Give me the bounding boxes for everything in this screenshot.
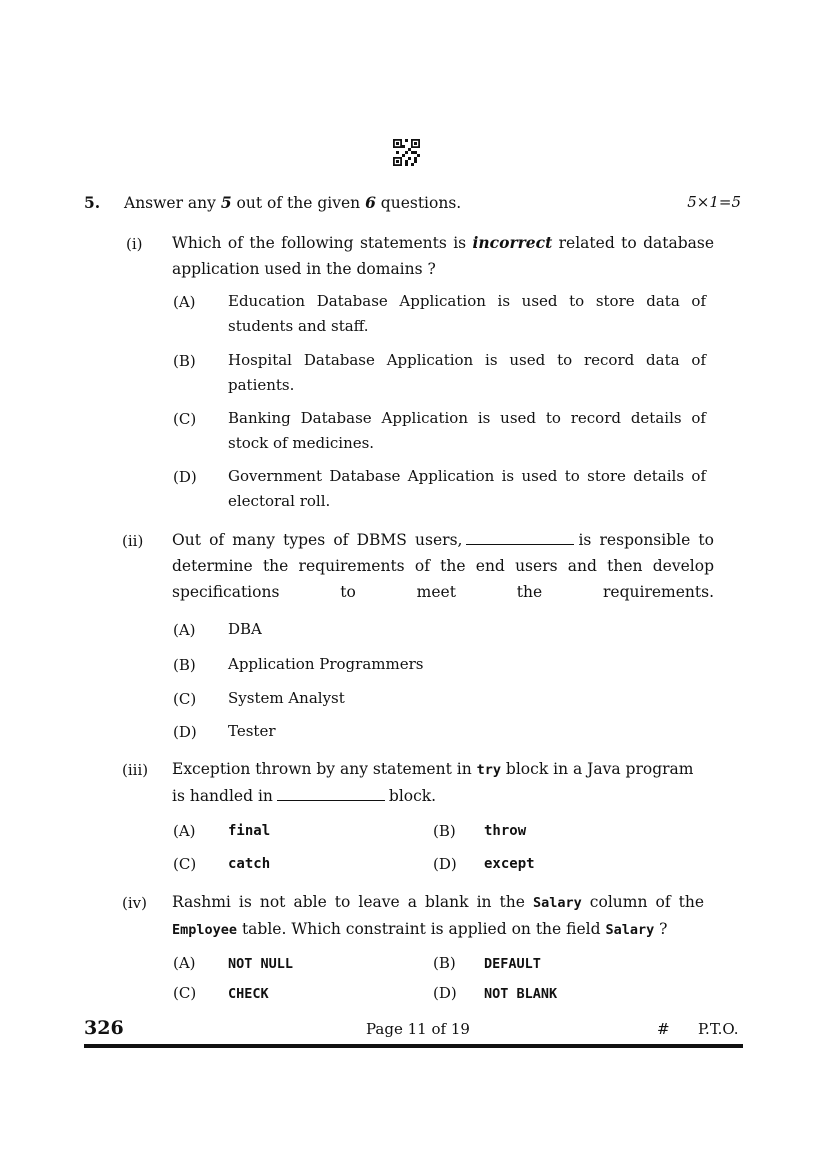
option-label: (C) xyxy=(173,410,197,428)
option-label: (B) xyxy=(173,352,196,370)
question-number: 5. xyxy=(84,193,101,212)
option-text: final xyxy=(228,823,271,839)
footer-hash: # xyxy=(657,1020,670,1038)
footer-rule xyxy=(84,1044,743,1048)
option-label: (A) xyxy=(173,822,196,840)
page-number: Page 11 of 19 xyxy=(366,1020,470,1038)
option-label: (B) xyxy=(433,822,456,840)
option-label: (A) xyxy=(173,621,196,639)
option-text: CHECK xyxy=(228,986,269,1002)
option-text: except xyxy=(484,856,535,872)
option-label: (C) xyxy=(173,855,197,873)
option-label: (C) xyxy=(173,984,197,1002)
option-label: (D) xyxy=(173,468,197,486)
option-label: (C) xyxy=(173,690,197,708)
part-stem: Which of the following statements is incorrect related to database application used in the domains ? xyxy=(172,233,714,278)
option-text: DEFAULT xyxy=(484,956,541,972)
option-text: System Analyst xyxy=(228,689,345,707)
question-instruction: Answer any 5 out of the given 6 questions. xyxy=(124,193,462,212)
option-text: NOT NULL xyxy=(228,956,294,972)
part-label: (ii) xyxy=(122,532,144,550)
part-stem: Out of many types of DBMS users, is responsible to determine the requirements of the end users and then develop specifications to meet the requirements. xyxy=(172,531,714,601)
paper-code: 326 xyxy=(84,1017,124,1039)
option-label: (A) xyxy=(173,954,196,972)
option-text: Banking Database Application is used to record details of stock of medicines. xyxy=(228,409,706,452)
option-text: Hospital Database Application is used to record data of patients. xyxy=(228,351,706,394)
option-label: (B) xyxy=(433,954,456,972)
please-turn-over: P.T.O. xyxy=(698,1020,739,1038)
option-label: (D) xyxy=(173,723,197,741)
option-label: (D) xyxy=(433,855,457,873)
option-text: DBA xyxy=(228,620,262,638)
question-marks: 5×1=5 xyxy=(687,193,741,211)
part-label: (iv) xyxy=(122,894,147,912)
option-text: catch xyxy=(228,856,271,872)
option-text: NOT BLANK xyxy=(484,986,558,1002)
option-text: Government Database Application is used to store details of electoral roll. xyxy=(228,467,706,510)
option-text: throw xyxy=(484,823,527,839)
part-label: (i) xyxy=(126,235,143,253)
option-label: (B) xyxy=(173,656,196,674)
option-label: (A) xyxy=(173,293,196,311)
answer-blank xyxy=(466,530,574,545)
part-label: (iii) xyxy=(122,761,149,779)
option-label: (D) xyxy=(433,984,457,1002)
option-text: Education Database Application is used to store data of students and staff. xyxy=(228,292,706,335)
option-text: Tester xyxy=(228,722,276,740)
option-text: Application Programmers xyxy=(228,655,424,673)
answer-blank xyxy=(277,786,385,801)
qr-code-icon xyxy=(393,139,420,166)
part-stem: Exception thrown by any statement in try block in a Java program is handled in block. xyxy=(172,760,694,805)
part-stem: Rashmi is not able to leave a blank in the Salary column of the Employee table. Which constraint is applied on the field Salary ? xyxy=(172,893,704,938)
